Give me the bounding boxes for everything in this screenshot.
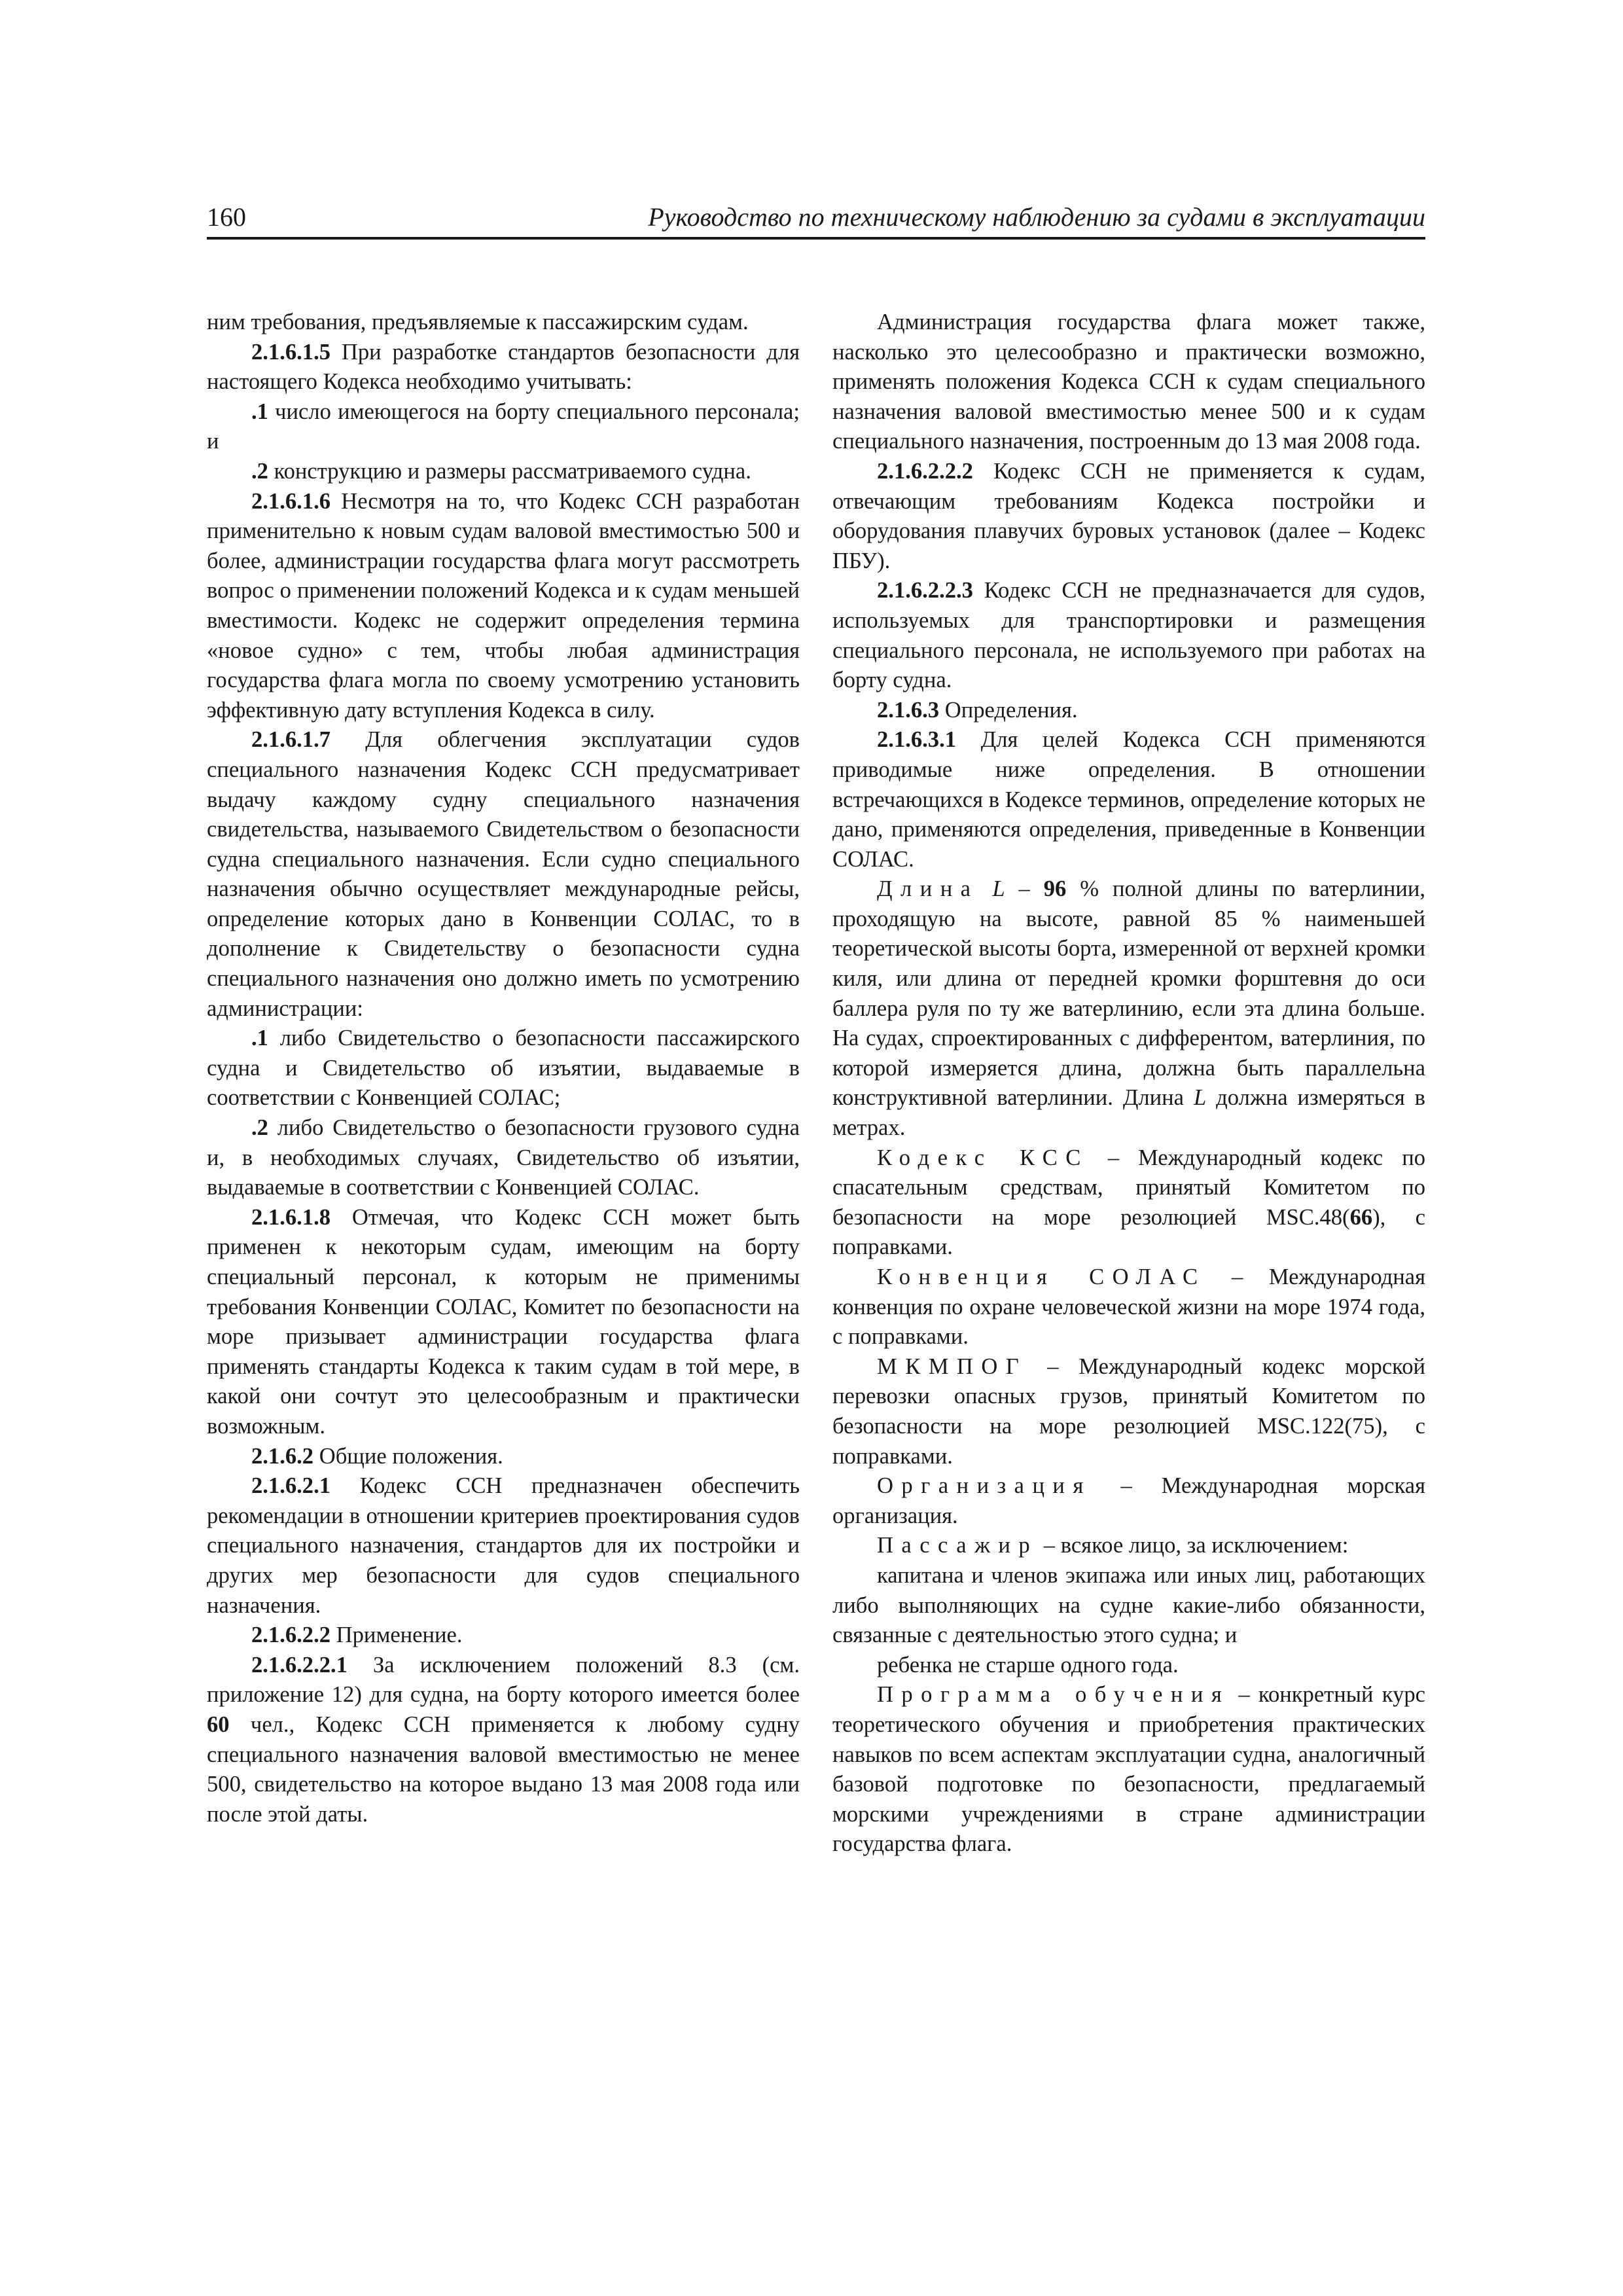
definition-term: Кодекс КСС <box>877 1145 1089 1170</box>
paragraph-2-1-6-1-6: 2.1.6.1.6 Несмотря на то, что Кодекс ССН разработан применительно к новым судам валовой вместимостью 500 и более, администрации государства флага могут рассмотреть вопрос о применении положений Кодекса и к судам меньшей вместимости. Кодекс не содержит определения термина «новое судно» с тем, чтобы любая администрация государства флага могла по своему усмотрению установить эффективную дату вступления Кодекса в силу. <box>207 488 800 723</box>
definition-training-program: Программа обучения – конкретный курс теоретического обучения и приобретения практических навыков по всем аспектам эксплуатации судна, аналогичный базовой подготовке по безопасности, предлагаемый морскими учреждениями в стране администрации государства флага. <box>832 1682 1425 1857</box>
section-number: 2.1.6.2.2.3 <box>877 578 973 603</box>
definition-solas: Конвенция СОЛАС – Международная конвенция по охране человеческой жизни на море 1974 года, с поправками. <box>832 1265 1425 1350</box>
paragraph-2-1-6-2: 2.1.6.2 Общие положения. <box>251 1443 503 1469</box>
paragraph-2-1-6-2-2-1: 2.1.6.2.2.1 За исключением положений 8.3 (см. приложение 12) для судна, на борту которого имеется более 60 чел., Кодекс ССН применяется к любому судну специального назначения валовой вместимостью не менее 500, свидетельство на которое выдано 13 мая 2008 года или после этой даты. <box>207 1652 800 1827</box>
right-column <box>832 308 1425 1859</box>
definition-passenger: Пассажир – всякое лицо, за исключением: <box>877 1533 1349 1558</box>
running-title: Руководство по техническому наблюдению за судами в эксплуатации <box>648 202 1425 232</box>
list-item-1: .1 число имеющегося на борту специального персонала; и <box>207 399 800 454</box>
list-number: .1 <box>251 1026 268 1051</box>
definition-organization: Организация – Международная морская организация. <box>832 1473 1425 1528</box>
list-item-2: .2 либо Свидетельство о безопасности грузового судна и, в необходимых случаях, Свидетельство об изъятии, выдаваемые в соответствии с Конвенцией СОЛАС. <box>207 1115 800 1200</box>
section-number: 2.1.6.1.7 <box>251 727 331 753</box>
page-header <box>207 200 1425 240</box>
list-number: .1 <box>251 399 268 424</box>
section-number: 2.1.6.2.2.2 <box>877 458 973 484</box>
definition-imdg: МКМПОГ – Международный кодекс морской перевозки опасных грузов, принятый Комитетом по безопасности на море резолюцией MSC.122(75), с поправками. <box>832 1354 1425 1469</box>
section-number: 2.1.6.3.1 <box>877 727 957 753</box>
paragraph-2-1-6-2-2: 2.1.6.2.2 Применение. <box>251 1623 463 1648</box>
paragraph-2-1-6-1-8: 2.1.6.1.8 Отмечая, что Кодекс ССН может быть применен к некоторым судам, имеющим на борту специальный персонал, к которым не применимы требования Конвенции СОЛАС, Комитет по безопасности на море призывает администрации государства флага применять стандарты Кодекса к таким судам в той мере, в какой они сочтут это целесообразным и практически возможным. <box>207 1204 800 1439</box>
list-item-2: .2 конструкцию и размеры рассматриваемого судна. <box>251 458 751 484</box>
definition-lsa-code: Кодекс КСС – Международный кодекс по спасательным средствам, принятый Комитетом по безопасности на море резолюцией MSC.48(66), с поправками. <box>832 1145 1425 1260</box>
list-number: .2 <box>251 458 268 484</box>
passenger-exception-child: ребенка не старше одного года. <box>877 1652 1179 1677</box>
left-column <box>207 308 800 1829</box>
paragraph-2-1-6-3-1: 2.1.6.3.1 Для целей Кодекса ССН применяются приводимые ниже определения. В отношении встречающихся в Кодексе терминов, определение которых не дано, применяются определения, приведенные в Конвенции СОЛАС. <box>832 727 1425 872</box>
definition-term: МКМПОГ <box>877 1354 1027 1379</box>
section-number: 2.1.6.2.1 <box>251 1473 331 1499</box>
paragraph-2-1-6-2-1: 2.1.6.2.1 Кодекс ССН предназначен обеспечить рекомендации в отношении критериев проектирования судов специального назначения, стандартов для их постройки и других мер безопасности для судов специального назначения. <box>207 1473 800 1618</box>
paragraph-administration: Администрация государства флага может также, насколько это целесообразно и практически возможно, применять положения Кодекса ССН к судам специального назначения валовой вместимостью менее 500 и к судам специального назначения, построенным до 13 мая 2008 года. <box>832 310 1425 454</box>
section-number: 2.1.6.1.8 <box>251 1204 331 1230</box>
section-number: 2.1.6.2.2 <box>251 1623 331 1648</box>
list-item-1: .1 либо Свидетельство о безопасности пассажирского судна и Свидетельство об изъятии, выдаваемые в соответствии с Конвенцией СОЛАС; <box>207 1026 800 1111</box>
definition-term: Конвенция СОЛАС <box>877 1265 1206 1289</box>
paragraph-2-1-6-2-2-2: 2.1.6.2.2.2 Кодекс ССН не применяется к судам, отвечающим требованиям Кодекса постройки и оборудования плавучих буровых установок (далее – Кодекс ПБУ). <box>832 458 1425 573</box>
passenger-exception-crew: капитана и членов экипажа или иных лиц, работающих либо выполняющих на судне какие-либо обязанности, связанные с деятельностью этого судна; и <box>832 1562 1425 1648</box>
paragraph-2-1-6-2-2-3: 2.1.6.2.2.3 Кодекс ССН не предназначается для судов, используемых для транспортировки и размещения специального персонала, не используемого при работах на борту судна. <box>832 578 1425 693</box>
definition-length: Длина L – 96 % полной длины по ватерлинии, проходящую на высоте, равной 85 % наименьшей теоретической высоты борта, измеренной от верхней кромки киля, или длина от передней кромки форштевня до оси баллера руля по ту же ватерлинию, если эта длина больше. На судах, спроектированных с дифферентом, ватерлиния, по которой измеряется длина, должна быть параллельна конструктивной ватерлинии. Длина L должна измеряться в метрах. <box>832 876 1425 1141</box>
section-number: 2.1.6.3 <box>877 697 940 723</box>
section-number: 2.1.6.2 <box>251 1443 314 1469</box>
paragraph-2-1-6-1-5: 2.1.6.1.5 При разработке стандартов безопасности для настоящего Кодекса необходимо учитывать: <box>207 339 800 395</box>
paragraph-2-1-6-1-7: 2.1.6.1.7 Для облегчения эксплуатации судов специального назначения Кодекс ССН предусматривает выдачу каждому судну специального назначения свидетельства, называемого Свидетельством о безопасности судна специального назначения. Если судно специального назначения обычно осуществляет международные рейсы, определение которых дано в Конвенции СОЛАС, то в дополнение к Свидетельству о безопасности судна специального назначения оно должно иметь по усмотрению администрации: <box>207 727 800 1021</box>
section-number: 2.1.6.2.2.1 <box>251 1652 348 1677</box>
paragraph-2-1-6-3: 2.1.6.3 Определения. <box>877 697 1078 723</box>
page-number: 160 <box>207 202 246 232</box>
section-number: 2.1.6.1.5 <box>251 339 331 365</box>
definition-term: Программа обучения <box>877 1682 1230 1708</box>
definition-term: Организация <box>877 1473 1092 1499</box>
definition-term: Длина <box>877 876 979 902</box>
paragraph-continuation: ним требования, предъявляемые к пассажирским судам. <box>207 310 749 334</box>
list-number: .2 <box>251 1115 268 1141</box>
definition-term: Пассажир <box>877 1533 1039 1558</box>
section-number: 2.1.6.1.6 <box>251 488 331 514</box>
